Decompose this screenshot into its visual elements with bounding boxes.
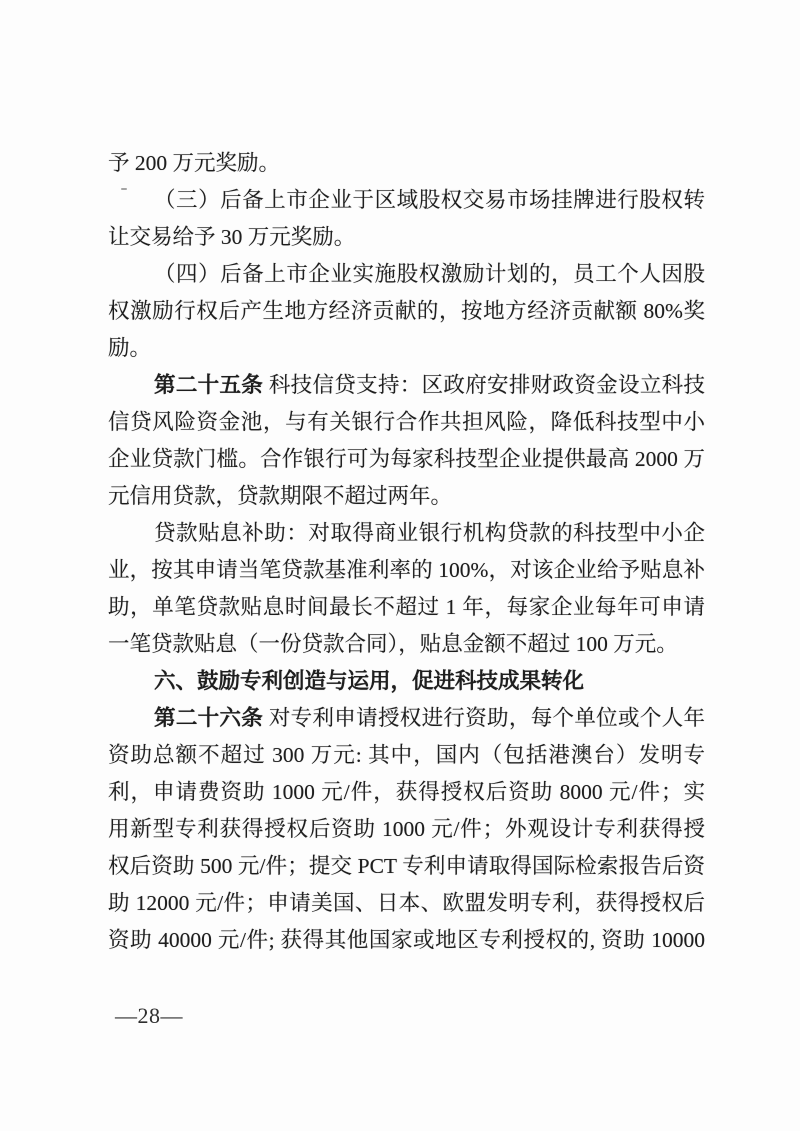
paragraph-line: （三）后备上市企业于区域股权交易市场挂牌进行股权转 — [154, 188, 705, 212]
paragraph-line: 予 200 万元奖励。 — [108, 151, 281, 175]
article-26-line — [108, 700, 705, 737]
paragraph-line: 资助 40000 元/件; 获得其他国家或地区专利授权的, 资助 10000 — [108, 928, 705, 952]
paragraph-line: 贷款贴息补助：对取得商业银行机构贷款的科技型中小企 — [154, 521, 705, 545]
page-number: —28— — [115, 1003, 183, 1028]
document-body — [108, 145, 705, 959]
paragraph-text: 科技信贷支持：区政府安排财政资金设立科技 — [263, 373, 705, 397]
paragraph-line: 资助总额不超过 300 万元: 其中，国内（包括港澳台）发明专 — [108, 743, 705, 767]
article-25-line — [108, 367, 705, 404]
paragraph-line: 利，申请费资助 1000 元/件，获得授权后资助 8000 元/件；实 — [108, 780, 705, 804]
paragraph-line: 业，按其申请当笔贷款基准利率的 100%，对该企业给予贴息补 — [108, 558, 705, 582]
article-25-number: 第二十五条 — [154, 373, 264, 397]
paragraph-line: 励。 — [108, 336, 152, 360]
paragraph-text: 对专利申请授权进行资助，每个单位或个人年 — [263, 706, 705, 730]
article-26-number: 第二十六条 — [154, 706, 264, 730]
paragraph-line: （四）后备上市企业实施股权激励计划的，员工个人因股 — [154, 262, 705, 286]
paragraph-line: 权后资助 500 元/件；提交 PCT 专利申请取得国际检索报告后资 — [108, 854, 705, 878]
paragraph-line: 一笔贷款贴息（一份贷款合同），贴息金额不超过 100 万元。 — [108, 632, 678, 656]
paragraph-line: 元信用贷款，贷款期限不超过两年。 — [108, 484, 453, 508]
section-6-heading: 六、鼓励专利创造与运用，促进科技成果转化 — [154, 669, 585, 693]
paragraph-line: 企业贷款门槛。合作银行可为每家科技型企业提供最高 2000 万 — [108, 447, 705, 471]
paragraph-line: 助 12000 元/件；申请美国、日本、欧盟发明专利，获得授权后 — [108, 891, 705, 915]
paragraph-line: 用新型专利获得授权后资助 1000 元/件；外观设计专利获得授 — [108, 817, 705, 841]
paragraph-line: 助，单笔贷款贴息时间最长不超过 1 年，每家企业每年可申请 — [108, 595, 705, 619]
paragraph-line: 让交易给予 30 万元奖励。 — [108, 225, 356, 249]
paragraph-line: 信贷风险资金池，与有关银行合作共担风险，降低科技型中小 — [108, 410, 705, 434]
paragraph-line: 权激励行权后产生地方经济贡献的，按地方经济贡献额 80%奖 — [108, 299, 705, 323]
